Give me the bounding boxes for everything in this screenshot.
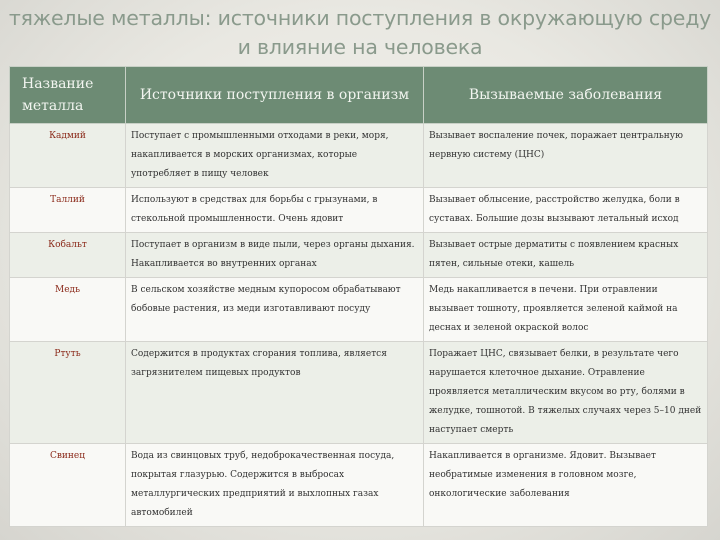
table-row — [10, 342, 708, 444]
header-diseases: Вызываемые заболевания — [424, 67, 708, 124]
diseases-cell: Вызывает острые дерматиты с появлением красных пятен, сильные отеки, кашель — [424, 233, 708, 278]
sources-cell: Поступает в организм в виде пыли, через органы дыхания. Накапливается во внутренних органах — [126, 233, 424, 278]
metal-name-cell: Ртуть — [10, 342, 126, 444]
table-header-row — [10, 67, 708, 124]
metals-table — [9, 66, 708, 527]
sources-cell: Поступает с промышленными отходами в реки, моря, накапливается в морских организмах, которые употребляет в пищу человек — [126, 124, 424, 188]
table-row — [10, 278, 708, 342]
diseases-cell: Вызывает облысение, расстройство желудка, боли в суставах. Большие дозы вызывают летальный исход — [424, 188, 708, 233]
metal-name-cell: Свинец — [10, 444, 126, 527]
metal-name-cell: Медь — [10, 278, 126, 342]
table-row — [10, 444, 708, 527]
metal-name-cell: Кобальт — [10, 233, 126, 278]
table-row — [10, 233, 708, 278]
sources-cell: Вода из свинцовых труб, недоброкачественная посуда, покрытая глазурью. Содержится в выбросах металлургических предприятий и выхлопных газах автомобилей — [126, 444, 424, 527]
sources-cell: Используют в средствах для борьбы с грызунами, в стекольной промышленности. Очень ядовит — [126, 188, 424, 233]
page-title: тяжелые металлы: источники поступления в окружающую среду и влияние на человека — [8, 6, 712, 59]
sources-cell: Содержится в продуктах сгорания топлива, является загрязнителем пищевых продуктов — [126, 342, 424, 444]
header-sources: Источники поступления в организм — [126, 67, 424, 124]
metal-name-cell: Кадмий — [10, 124, 126, 188]
sources-cell: В сельском хозяйстве медным купоросом обрабатывают бобовые растения, из меди изготавливают посуду — [126, 278, 424, 342]
header-metal-name: Название металла — [10, 67, 126, 124]
metal-name-cell: Таллий — [10, 188, 126, 233]
diseases-cell: Накапливается в организме. Ядовит. Вызывает необратимые изменения в головном мозге, онкологические заболевания — [424, 444, 708, 527]
diseases-cell: Вызывает воспаление почек, поражает центральную нервную систему (ЦНС) — [424, 124, 708, 188]
diseases-cell: Медь накапливается в печени. При отравлении вызывает тошноту, проявляется зеленой каймой на деснах и зеленой окраской волос — [424, 278, 708, 342]
table-row — [10, 124, 708, 188]
diseases-cell: Поражает ЦНС, связывает белки, в результате чего нарушается клеточное дыхание. Отравление проявляется металлическим вкусом во рту, болями в желудке, тошнотой. В тяжелых случаях через 5–10 дней наступает смерть — [424, 342, 708, 444]
table-row — [10, 188, 708, 233]
